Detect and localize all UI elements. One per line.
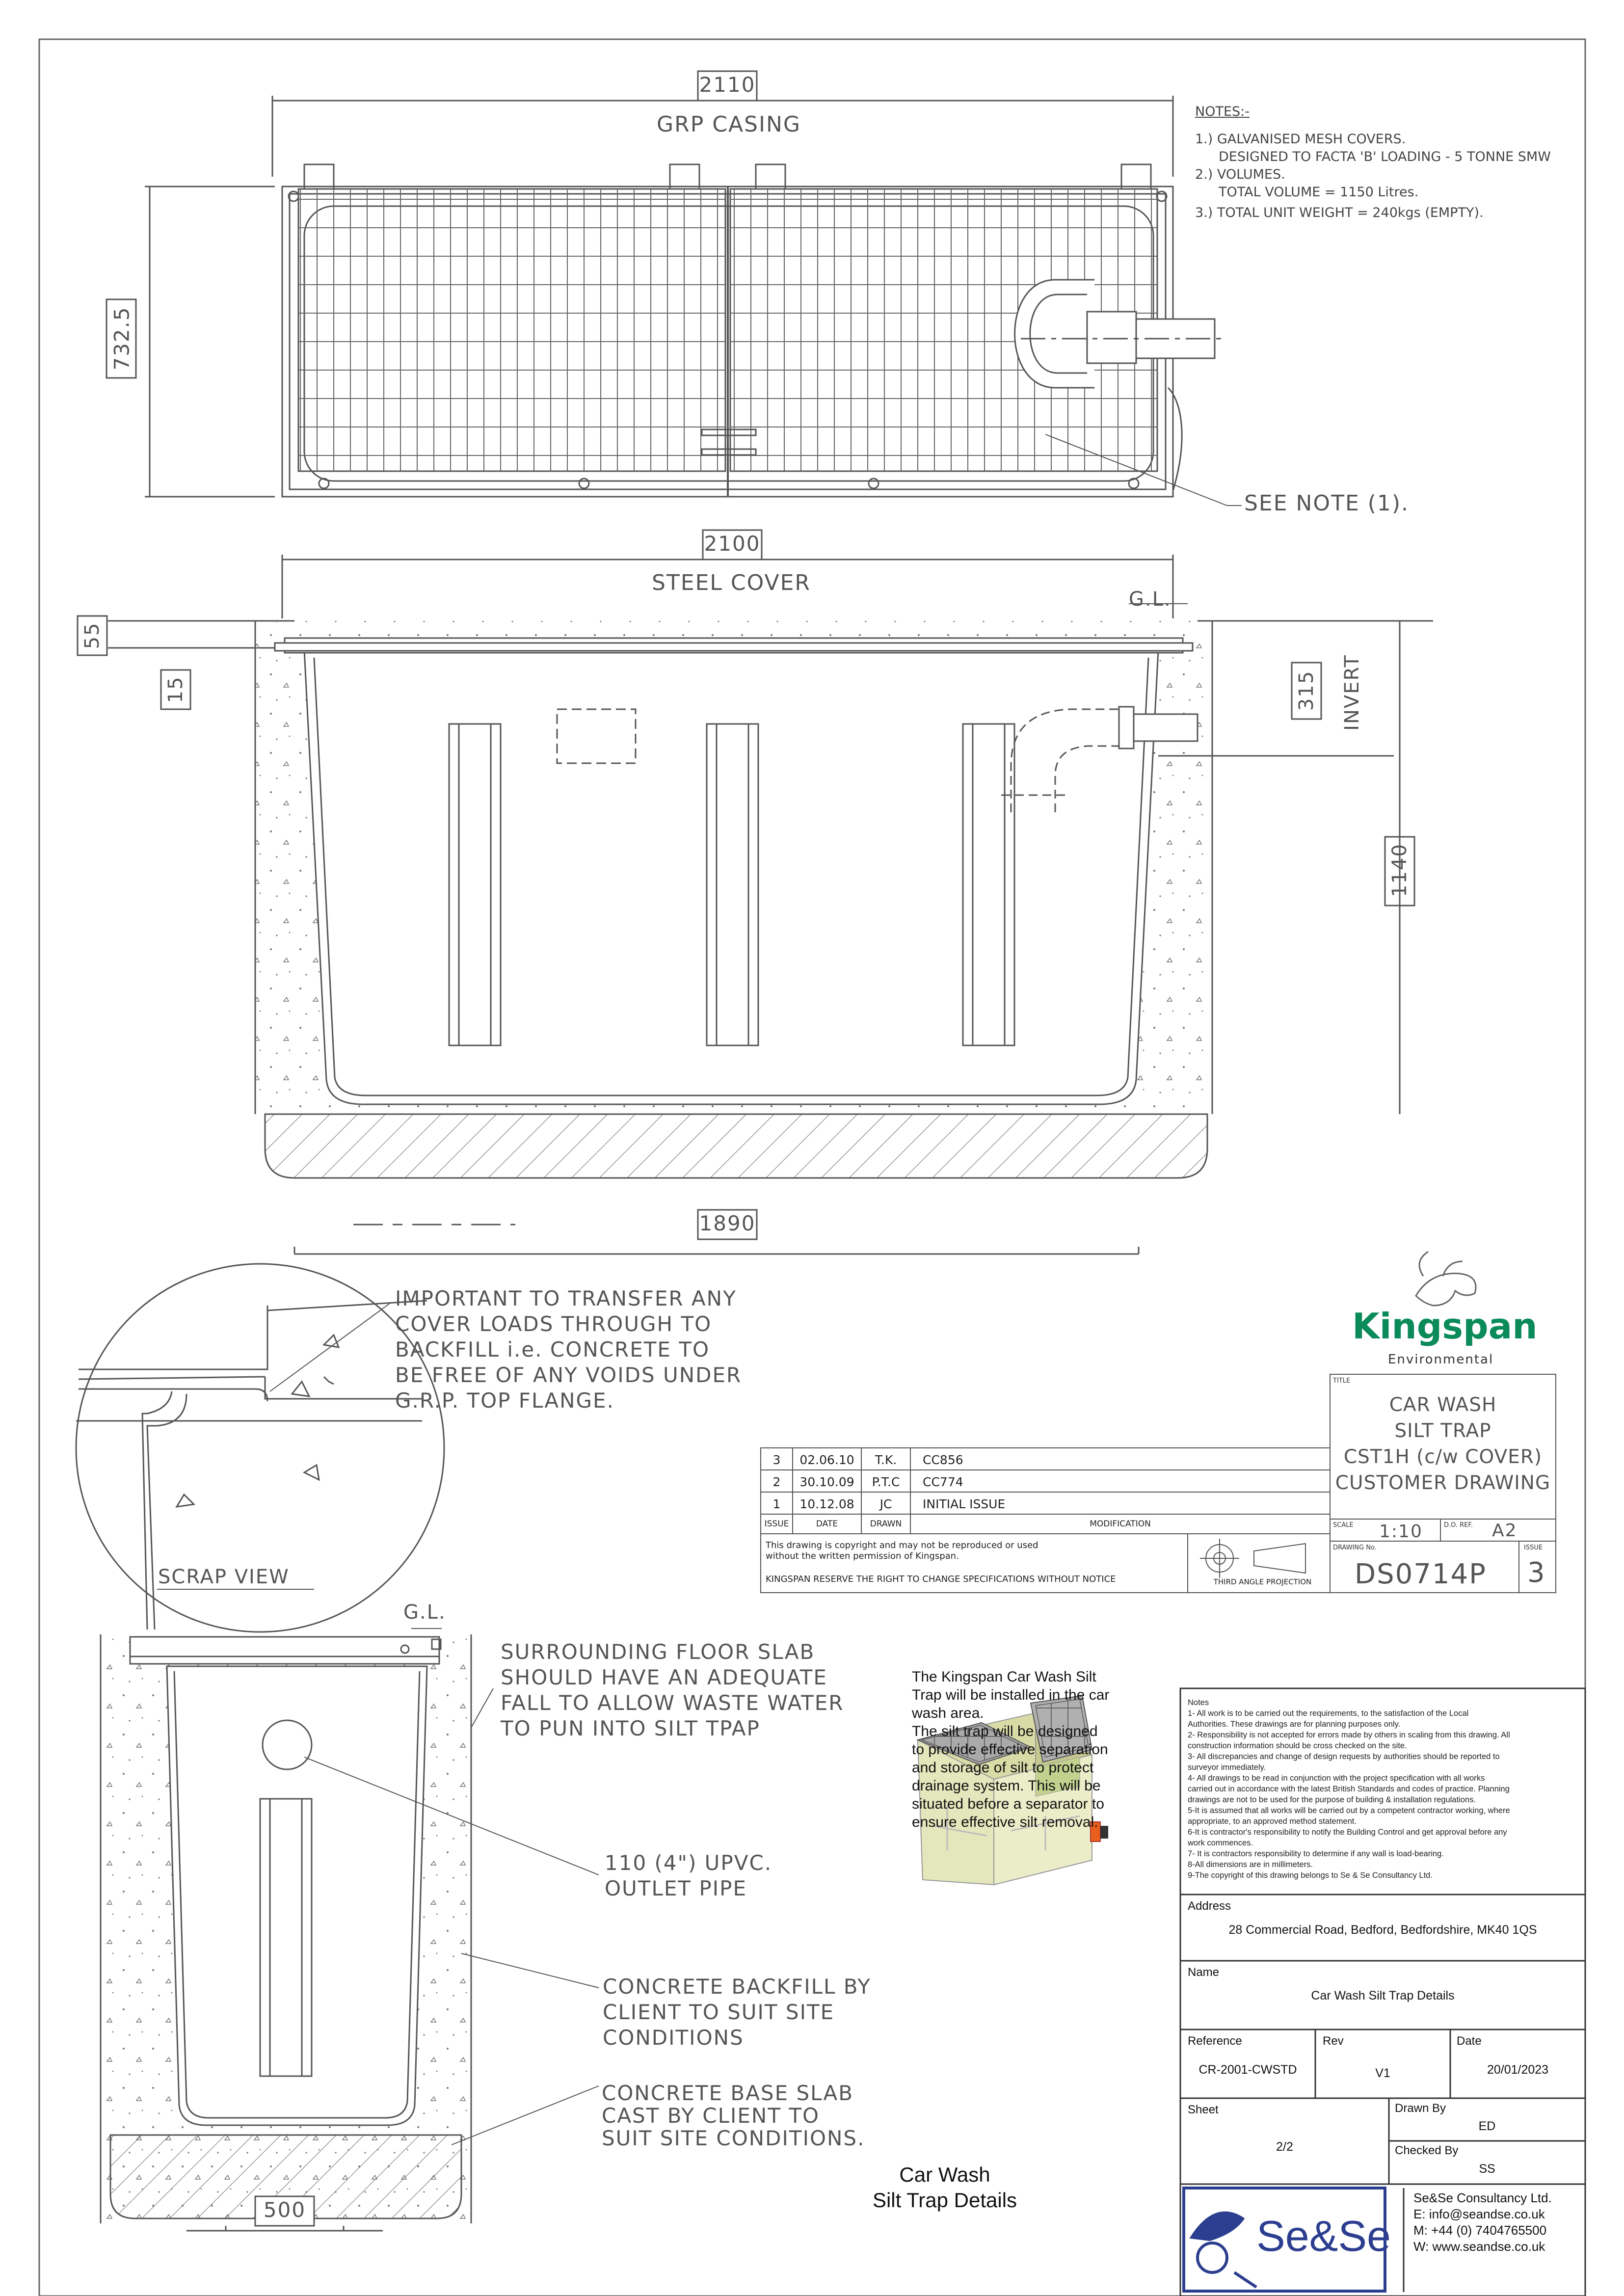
plan-depth-dim: 732.5: [109, 306, 134, 371]
rev-header-date: DATE: [816, 1519, 838, 1529]
caption-line-2: Silt Trap Details: [872, 2189, 1017, 2212]
scrap-note-line-5: G.R.P. TOP FLANGE.: [395, 1388, 614, 1413]
rev-header-drawn: DRAWN: [870, 1519, 902, 1529]
rev-2-mod: CC774: [923, 1475, 963, 1489]
mesh-cover-left: [298, 189, 725, 471]
consultant-note-1: 1- All work is to be carried out the requirements, to the satisfaction of the Local: [1188, 1709, 1469, 1718]
company-contact: [1413, 2190, 1552, 2255]
pipe-note-line-2: OUTLET PIPE: [605, 1876, 747, 1900]
rev-1-date: 10.12.08: [799, 1497, 854, 1511]
end-gl-label: G.L.: [403, 1601, 446, 1624]
consultant-note-13: work commences.: [1188, 1839, 1253, 1847]
rev-2-issue: 2: [772, 1475, 781, 1489]
consultant-note-7: 4- All drawings to be read in conjunction with the project specification with all works: [1188, 1774, 1485, 1783]
note-2: 2.) VOLUMES.: [1195, 167, 1285, 182]
consultant-note-14: 7- It is contractors responsibility to determine if any wall is load-bearing.: [1188, 1849, 1444, 1858]
backfill-note-line-2: CLIENT TO SUIT SITE: [603, 2000, 835, 2024]
rev-3-issue: 3: [772, 1453, 781, 1467]
dim-1140: 1140: [1388, 843, 1411, 897]
sheet-label: Sheet: [1188, 2103, 1219, 2116]
kingspan-logo-sub: Environmental: [1388, 1352, 1494, 1367]
rev-label: Rev: [1323, 2034, 1344, 2048]
scrap-note-line-1: IMPORTANT TO TRANSFER ANY: [395, 1286, 737, 1310]
note-3: 3.) TOTAL UNIT WEIGHT = 240kgs (EMPTY).: [1195, 205, 1484, 220]
company-web: W: www.seandse.co.uk: [1413, 2239, 1545, 2254]
floor-slab-note: [501, 1639, 844, 1741]
see-note-label: SEE NOTE (1).: [1244, 491, 1410, 516]
base-note-line-3: SUIT SITE CONDITIONS.: [602, 2126, 865, 2150]
section-width-dim: 2100: [704, 532, 761, 556]
reserve-rights-text: KINGSPAN RESERVE THE RIGHT TO CHANGE SPECIFICATIONS WITHOUT NOTICE: [766, 1574, 1116, 1584]
copyright-line-2: without the written permission of Kingspan.: [766, 1551, 959, 1561]
product-description: [912, 1668, 1177, 1831]
plan-width-dim: 2110: [699, 73, 756, 97]
desc-line-5: to provide effective separation: [912, 1741, 1108, 1758]
consultant-note-3: 2- Responsibility is not accepted for errors made by others in scaling from this drawing. All: [1188, 1731, 1510, 1739]
consultant-note-6: surveyor immediately.: [1188, 1763, 1266, 1772]
kingspan-logo: Kingspan: [1352, 1306, 1538, 1347]
desc-line-6: and storage of silt to protect: [912, 1760, 1094, 1776]
desc-line-2: Trap will be installed in the car: [912, 1687, 1110, 1703]
do-ref-value: A2: [1492, 1521, 1518, 1541]
desc-line-7: drainage system. This will be: [912, 1778, 1101, 1794]
title-line-2: SILT TRAP: [1394, 1420, 1491, 1442]
dim-55: 55: [81, 622, 104, 649]
base-dim: 1890: [699, 1211, 756, 1235]
backfill-note-line-1: CONCRETE BACKFILL BY: [603, 1975, 871, 1999]
title-line-4: CUSTOMER DRAWING: [1335, 1472, 1551, 1494]
company-email: E: info@seandse.co.uk: [1413, 2207, 1545, 2221]
rev-1-mod: INITIAL ISSUE: [923, 1497, 1006, 1511]
rev-header-issue: ISSUE: [764, 1519, 789, 1529]
scrap-view-note: [395, 1286, 742, 1414]
floor-note-line-3: FALL TO ALLOW WASTE WATER: [501, 1691, 844, 1715]
rev-header-modification: MODIFICATION: [1090, 1519, 1151, 1529]
end-width-dim: 500: [263, 2198, 306, 2222]
consultant-note-4: construction information should be cross checked on the site.: [1188, 1741, 1407, 1750]
consultant-note-11: appropriate, to an approved method statement.: [1188, 1817, 1357, 1826]
base-note-line-2: CAST BY CLIENT TO: [602, 2104, 820, 2128]
scrap-view-label: SCRAP VIEW: [158, 1566, 290, 1588]
drawn-by-label: Drawn By: [1395, 2102, 1446, 2115]
rev-2-date: 30.10.09: [799, 1475, 854, 1489]
title-field-label: TITLE: [1333, 1377, 1351, 1385]
scrap-note-line-2: COVER LOADS THROUGH TO: [395, 1312, 712, 1336]
copyright-line-1: This drawing is copyright and may not be reproduced or used: [766, 1540, 1038, 1550]
rev-3-date: 02.06.10: [799, 1453, 854, 1467]
date-value: 20/01/2023: [1487, 2063, 1549, 2077]
rev-value: V1: [1375, 2066, 1390, 2080]
sheet-value: 2/2: [1276, 2140, 1293, 2154]
drawing-no-label: DRAWING No.: [1333, 1544, 1377, 1551]
note-1b: DESIGNED TO FACTA 'B' LOADING - 5 TONNE SMW: [1219, 149, 1551, 164]
drawing-notes: [1195, 103, 1588, 222]
name-value: Car Wash Silt Trap Details: [1311, 1989, 1455, 2002]
rev-3-mod: CC856: [923, 1453, 963, 1467]
consultant-note-2: Authorities. These drawings are for planning purposes only.: [1188, 1720, 1401, 1729]
consultant-note-9: drawings are not to be used for the purpose of building & installation regulations.: [1188, 1795, 1476, 1804]
address-label: Address: [1188, 1899, 1231, 1913]
consultant-note-12: 6-It is contractor's responsibility to notify the Building Control and get approval before any: [1188, 1828, 1507, 1837]
consultant-note-5: 3- All discrepancies and change of design requests by authorities should be reported to: [1188, 1752, 1500, 1761]
backfill-note-line-3: CONDITIONS: [603, 2026, 744, 2050]
invert-label: INVERT: [1341, 654, 1363, 731]
consultant-note-10: 5-It is assumed that all works will be carried out by a competent contractor working, where: [1188, 1806, 1510, 1815]
consultant-note-16: 9-The copyright of this drawing belongs to Se & Se Consultancy Ltd.: [1188, 1871, 1433, 1880]
base-note-line-1: CONCRETE BASE SLAB: [602, 2081, 854, 2105]
date-label: Date: [1457, 2034, 1482, 2048]
drawing-title: [1330, 1392, 1556, 1496]
company-name: Se&Se Consultancy Ltd.: [1413, 2190, 1552, 2205]
seandse-logo: Se&Se: [1256, 2212, 1391, 2260]
scrap-note-line-4: BE FREE OF ANY VOIDS UNDER: [395, 1363, 742, 1387]
section-gl-label: G.L.: [1129, 588, 1171, 611]
company-mobile: M: +44 (0) 7404765500: [1413, 2223, 1547, 2238]
checked-by-label: Checked By: [1395, 2144, 1459, 2157]
checked-by-value: SS: [1479, 2162, 1495, 2176]
backfill-note: [603, 1974, 871, 2051]
consultant-notes: [1188, 1697, 1580, 1881]
floor-note-line-2: SHOULD HAVE AN ADEQUATE: [501, 1665, 827, 1689]
seandse-logo-icon: [1190, 2212, 1256, 2287]
drawing-number: DS0714P: [1355, 1558, 1487, 1590]
rev-1-issue: 1: [772, 1497, 781, 1511]
drawing-caption: [834, 2162, 1055, 2213]
consultant-note-15: 8-All dimensions are in millimeters.: [1188, 1860, 1313, 1869]
note-1: 1.) GALVANISED MESH COVERS.: [1195, 132, 1406, 147]
do-ref-label: D.O. REF.: [1444, 1522, 1473, 1529]
desc-line-1: The Kingspan Car Wash Silt: [912, 1669, 1096, 1685]
reference-value: CR-2001-CWSTD: [1198, 2063, 1297, 2077]
scale-value: 1:10: [1379, 1522, 1423, 1542]
pipe-note-line-1: 110 (4") UPVC.: [605, 1851, 772, 1875]
desc-line-3: wash area.: [912, 1705, 984, 1721]
rev-3-drawn: T.K.: [875, 1453, 897, 1467]
reference-label: Reference: [1188, 2034, 1242, 2048]
issue-value: 3: [1527, 1557, 1546, 1589]
consultant-note-8: carried out in accordance with the latest British Standards and codes of practice. Planning: [1188, 1785, 1510, 1793]
grp-casing-label: GRP CASING: [657, 112, 801, 137]
notes-title: NOTES:-: [1195, 104, 1250, 119]
address-value: 28 Commercial Road, Bedford, Bedfordshire, MK40 1QS: [1228, 1923, 1537, 1937]
scrap-note-line-3: BACKFILL i.e. CONCRETE TO: [395, 1337, 710, 1362]
title-line-1: CAR WASH: [1389, 1394, 1497, 1416]
outlet-pipe-note: [605, 1850, 772, 1901]
kingspan-lion-icon: [1416, 1252, 1476, 1306]
dim-315: 315: [1295, 670, 1318, 711]
title-line-3: CST1H (c/w COVER): [1343, 1446, 1543, 1468]
rev-2-drawn: P.T.C: [872, 1475, 900, 1489]
issue-label: ISSUE: [1524, 1544, 1543, 1551]
projection-label: THIRD ANGLE PROJECTION: [1213, 1577, 1312, 1586]
consultant-note-0: Notes: [1188, 1698, 1209, 1707]
steel-cover-label: STEEL COVER: [652, 570, 811, 595]
floor-note-line-4: TO PUN INTO SILT TPAP: [501, 1716, 760, 1740]
base-slab-note: [602, 2082, 865, 2150]
desc-line-9: ensure effective silt removal.: [912, 1814, 1098, 1830]
caption-line-1: Car Wash: [899, 2163, 990, 2186]
rev-1-drawn: JC: [879, 1497, 892, 1511]
name-label: Name: [1188, 1966, 1220, 1979]
desc-line-8: situated before a separator to: [912, 1796, 1104, 1812]
floor-note-line-1: SURROUNDING FLOOR SLAB: [501, 1640, 815, 1664]
note-2b: TOTAL VOLUME = 1150 Litres.: [1219, 185, 1419, 200]
desc-line-4: The silt trap will be designed: [912, 1723, 1098, 1739]
drawn-by-value: ED: [1478, 2119, 1496, 2133]
scale-label: SCALE: [1333, 1522, 1354, 1529]
long-section: [78, 530, 1433, 1254]
dim-15: 15: [164, 676, 187, 703]
